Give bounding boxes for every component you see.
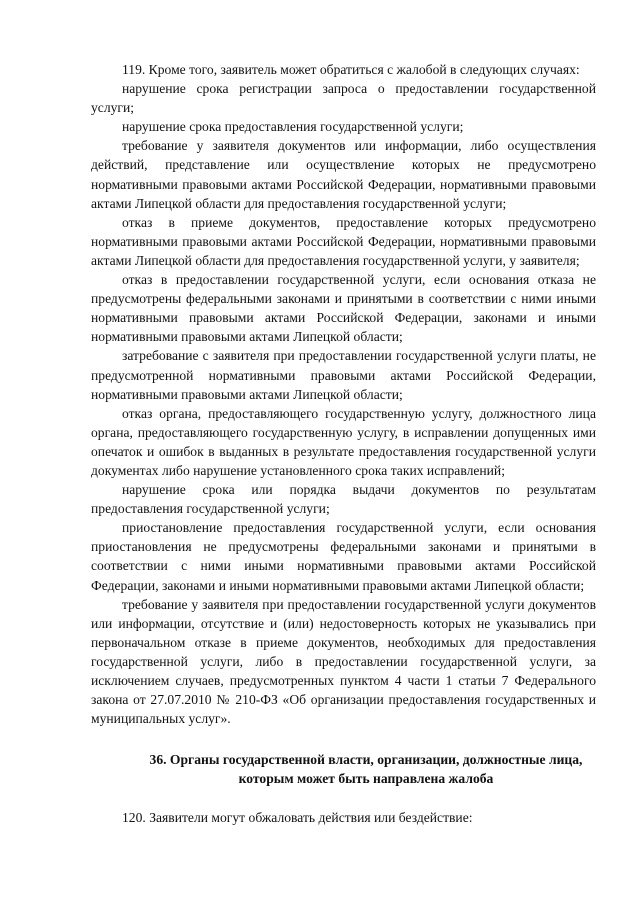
list-item-correction-refusal: отказ органа, предоставляющего государственную услугу, должностного лица органа, предоставляющего государственную услугу, в исправлении допущенных ими опечаток и ошибок в выданных в результате предоставления государственной услуги документах либо нарушение установленного срока таких исправлений;	[91, 405, 596, 478]
list-item-suspension: приостановление предоставления государственной услуги, если основания приостановления не предусмотрены федеральными законами и принятыми в соответствии с ними иными нормативными правовыми актами Российской Федерации, законами и иными нормативными правовыми актами Липецкой области;	[91, 520, 596, 593]
list-item-fee-demand: затребование с заявителя при предоставлении государственной услуги платы, не предусмотренной нормативными правовыми актами Российской Федерации, нормативными правовыми актами Липецкой области;	[91, 348, 596, 402]
section-heading-36: 36. Органы государственной власти, организации, должностные лица, которым может быть направлена жалоба	[149, 752, 583, 787]
list-item-registration-deadline: нарушение срока регистрации запроса о предоставлении государственной услуги;	[91, 81, 596, 116]
list-item-document-requirement: требование у заявителя документов или информации, либо осуществления действий, представление или осуществление которых не предусмотрено нормативными правовыми актами Российской Федерации, нормативными правовыми актами Липецкой области для предоставления государственной услуги;	[91, 138, 596, 211]
paragraph-120: 120. Заявители могут обжаловать действия или бездействие:	[122, 810, 473, 826]
list-item-issuance-violation: нарушение срока или порядка выдачи документов по результатам предоставления государственной услуги;	[91, 482, 596, 517]
document-page	[91, 60, 596, 827]
list-item-acceptance-refusal: отказ в приеме документов, предоставление которых предусмотрено нормативными правовыми актами Российской Федерации, нормативными правовыми актами Липецкой области для предоставления государственной услуги, у заявителя;	[91, 214, 596, 268]
list-item-service-refusal: отказ в предоставлении государственной услуги, если основания отказа не предусмотрены федеральными законами и принятыми в соответствии с ними иными нормативными правовыми актами Российской Федерации, законами и иными нормативными правовыми актами Липецкой области;	[91, 272, 596, 345]
paragraph-119-intro: 119. Кроме того, заявитель может обратиться с жалобой в следующих случаях:	[122, 62, 580, 77]
list-item-unlisted-documents: требование у заявителя при предоставлении государственной услуги документов или информации, отсутствие и (или) недостоверность которых не указывались при первоначальном отказе в приеме документов, необходимых для предоставления государственной услуги, либо в предоставлении государственной услуги, за исключением случаев, предусмотренных пунктом 4 части 1 статьи 7 Федерального закона от 27.07.2010 № 210-ФЗ «Об организации предоставления государственных и муниципальных услуг».	[91, 596, 596, 727]
list-item-service-deadline: нарушение срока предоставления государственной услуги;	[122, 119, 464, 135]
